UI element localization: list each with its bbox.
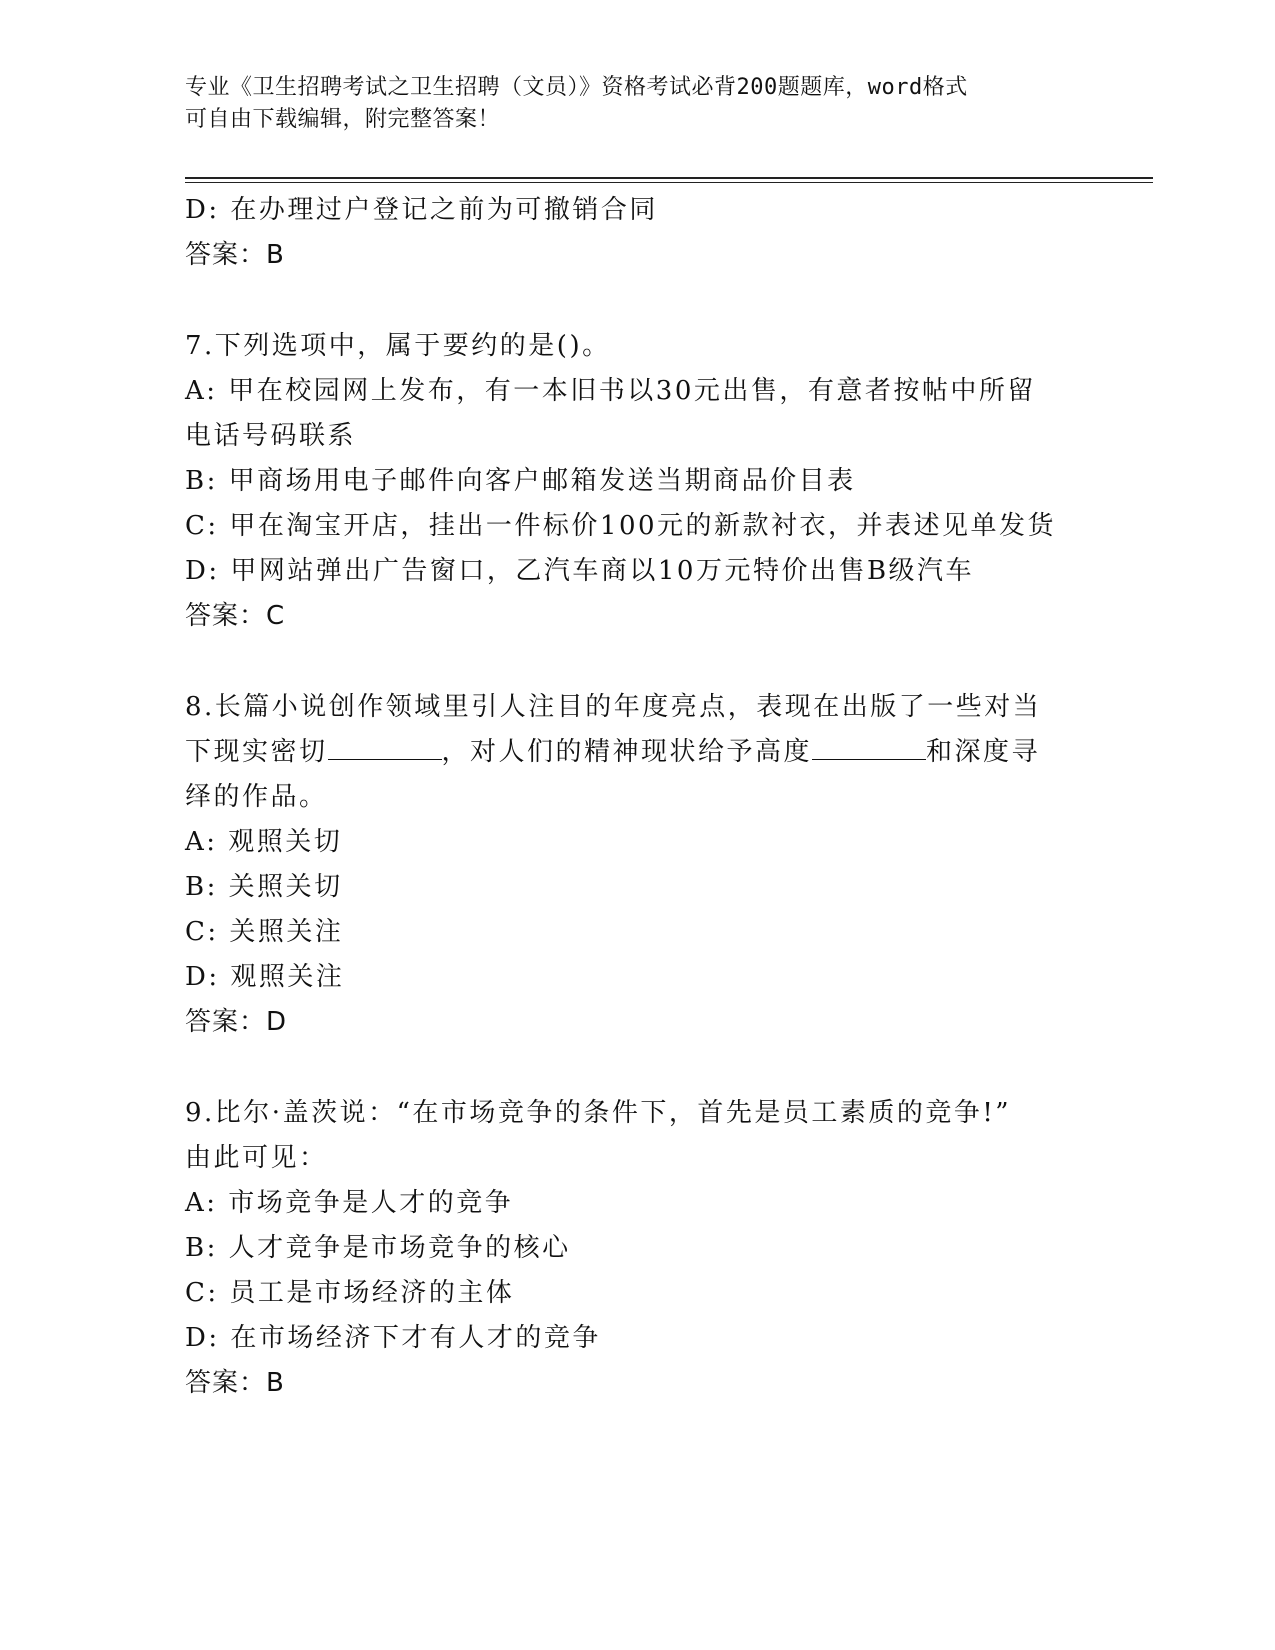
question-9 <box>185 1091 1085 1406</box>
question-stem: 7.下列选项中，属于要约的是()。 <box>185 331 611 361</box>
option-a: A: 观照关切 <box>185 827 343 857</box>
question-stem: 8.长篇小说创作领域里引人注目的年度亮点，表现在出版了一些对当 <box>185 692 1042 722</box>
question-list <box>185 188 1085 1406</box>
stem-text: 下现实密切 <box>185 737 328 767</box>
question-stem: 9.比尔·盖茨说：“在市场竞争的条件下，首先是员工素质的竞争!” <box>185 1098 1012 1128</box>
option-d: D: 在市场经济下才有人才的竞争 <box>185 1323 601 1353</box>
header-title-line-2: 可自由下载编辑，附完整答案！ <box>185 107 501 132</box>
question-7 <box>185 324 1085 639</box>
question-8 <box>185 685 1085 1045</box>
answer: 答案：C <box>185 601 286 631</box>
option-d: D: 在办理过户登记之前为可撤销合同 <box>185 195 658 225</box>
spacer <box>185 278 1085 324</box>
option-b: B: 关照关切 <box>185 872 343 902</box>
fill-in-blank <box>328 737 442 760</box>
answer: 答案：B <box>185 1368 285 1398</box>
answer: 答案：D <box>185 1007 288 1037</box>
header-divider <box>185 177 1153 183</box>
spacer <box>185 1045 1085 1091</box>
prev-question <box>185 188 1085 278</box>
option-d: D: 观照关注 <box>185 962 345 992</box>
header-title-line-1: 专业《卫生招聘考试之卫生招聘（文员）》资格考试必背200题题库，word格式 <box>185 75 968 100</box>
spacer <box>185 639 1085 685</box>
option-a-continued: 电话号码联系 <box>185 421 357 451</box>
question-stem-continued <box>185 730 1085 775</box>
option-c: C: 甲在淘宝开店，挂出一件标价100元的新款衬衣，并表述见单发货 <box>185 511 1057 541</box>
option-b: B: 甲商场用电子邮件向客户邮箱发送当期商品价目表 <box>185 466 856 496</box>
stem-text: ，对人们的精神现状给予高度 <box>441 737 813 767</box>
question-stem-continued: 绎的作品。 <box>185 782 328 812</box>
option-b: B: 人才竞争是市场竞争的核心 <box>185 1233 571 1263</box>
answer: 答案：B <box>185 240 285 270</box>
stem-text: 和深度寻 <box>926 737 1041 767</box>
question-stem-continued: 由此可见： <box>185 1143 328 1173</box>
option-a: A: 市场竞争是人才的竞争 <box>185 1188 514 1218</box>
document-header <box>185 72 1065 136</box>
option-c: C: 关照关注 <box>185 917 344 947</box>
option-c: C: 员工是市场经济的主体 <box>185 1278 515 1308</box>
option-d: D: 甲网站弹出广告窗口，乙汽车商以10万元特价出售B级汽车 <box>185 556 975 586</box>
fill-in-blank <box>812 737 926 760</box>
option-a: A: 甲在校园网上发布，有一本旧书以30元出售，有意者按帖中所留 <box>185 376 1036 406</box>
